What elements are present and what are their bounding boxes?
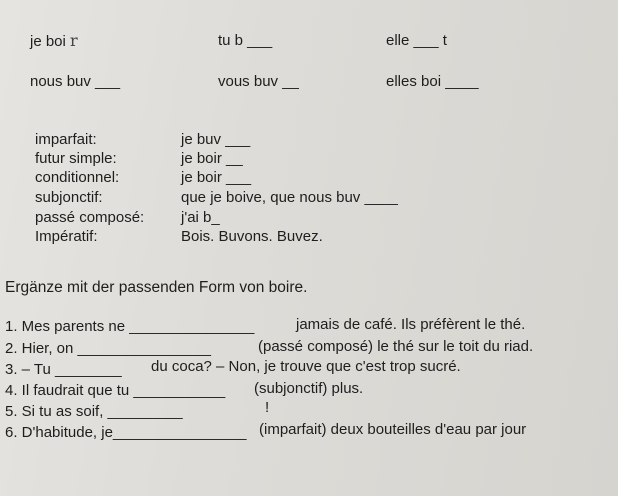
exercise-right: jamais de café. Ils préfèrent le thé. xyxy=(296,316,526,333)
exercise-right: du coca? – Non, je trouve que c'est trop sucré. xyxy=(151,358,461,375)
exercise-right: (subjonctif) plus. xyxy=(254,380,364,397)
exercise-left: 6. D'habitude, je________________ xyxy=(5,424,247,441)
tense-form: Bois. Buvons. Buvez. xyxy=(181,228,323,245)
exercise-right: (passé composé) le thé sur le toit du riad. xyxy=(258,338,534,355)
tense-label: futur simple: xyxy=(35,150,117,167)
tense-label: Impératif: xyxy=(35,228,98,245)
exercise-left: 2. Hier, on ________________ xyxy=(5,340,212,357)
conj-elle: elle ___ t xyxy=(386,32,447,49)
conj-vous: vous buv __ xyxy=(218,73,299,90)
tense-form: je boir __ xyxy=(181,150,243,167)
handwritten-answer: r xyxy=(70,31,78,50)
conj-nous: nous buv ___ xyxy=(30,73,121,90)
tense-form: je buv ___ xyxy=(181,131,251,148)
tense-form: que je boive, que nous buv ____ xyxy=(181,189,398,206)
tense-label: imparfait: xyxy=(35,131,97,148)
tense-label: conditionnel: xyxy=(35,169,120,186)
tense-label: passé composé: xyxy=(35,209,145,226)
exercise-left: 1. Mes parents ne _______________ xyxy=(5,318,255,335)
conj-tu: tu b ___ xyxy=(218,32,273,49)
conj-je: je boi r xyxy=(30,31,78,50)
exercise-left: 4. Il faudrait que tu ___________ xyxy=(5,382,226,399)
conj-elles: elles boi ____ xyxy=(386,73,479,90)
tense-label: subjonctif: xyxy=(35,189,103,206)
instruction: Ergänze mit der passenden Form von boire. xyxy=(5,279,308,296)
tense-form: je boir ___ xyxy=(181,169,252,186)
exercise-left: 5. Si tu as soif, _________ xyxy=(5,403,183,420)
tense-form: j'ai b_ xyxy=(181,209,220,226)
exercise-right: ! xyxy=(265,399,270,416)
exercise-right: (imparfait) deux bouteilles d'eau par jour xyxy=(259,421,527,438)
exercise-left: 3. – Tu ________ xyxy=(5,361,122,378)
